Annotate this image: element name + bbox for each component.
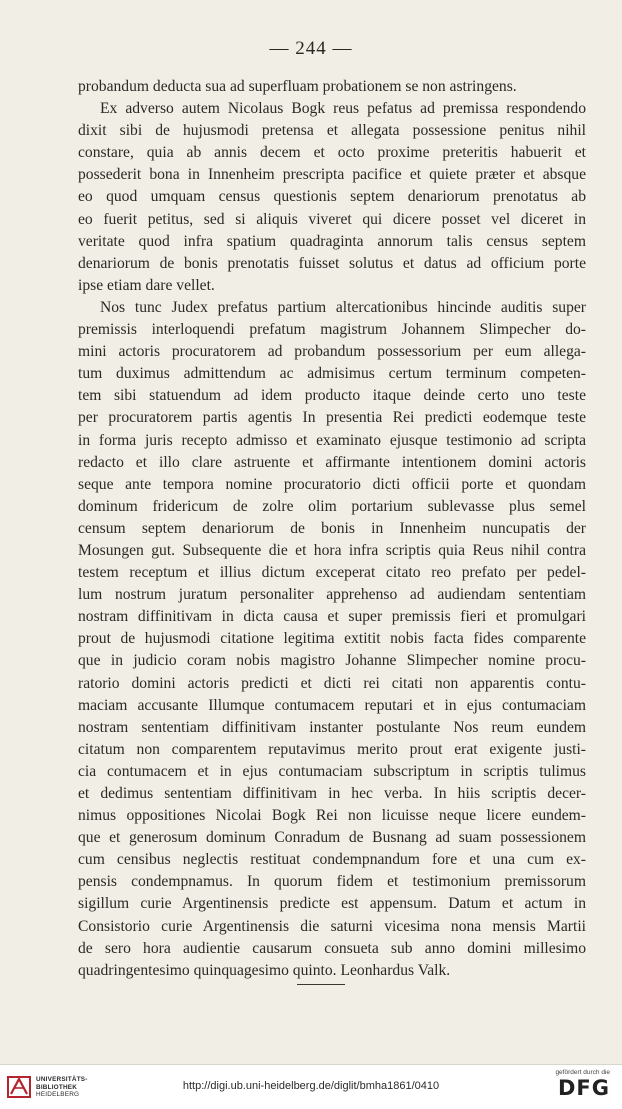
- text-line: nostram sententiam diffinitivam instanter postulante Nos reum eundem: [78, 718, 586, 736]
- text-line: quadringentesimo quinquagesimo quinto. Leonhardus Valk.: [78, 961, 451, 979]
- text-line: Mosungen gut. Subsequente die et hora infra scriptis quia Reus nihil contra: [78, 541, 586, 559]
- text-line: cum censibus neglectis restituat condempnandum fore et una cum ex-: [78, 851, 586, 869]
- body-text: [78, 76, 586, 982]
- closing-rule: [297, 984, 345, 985]
- text-line: mini actoris procuratorem ad probandum possessorium per eum allega-: [78, 343, 586, 361]
- text-line: tem sibi statuendum ad idem producto itaque deinde certo uno teste: [78, 387, 586, 405]
- library-name-line2: BIBLIOTHEK: [36, 1083, 78, 1091]
- text-line: pensis condempnamus. In quorum fidem et testimonium premissorum: [78, 873, 586, 891]
- text-line: eo fuerit petitus, sed si aliquis viveret qui dicere posset vel diceret in: [78, 210, 586, 228]
- text-line: Consistorio curie Argentinensis die saturni vicesima nona mensis Martii: [78, 917, 586, 935]
- text-line: ipse etiam dare vellet.: [78, 276, 215, 294]
- text-line: per procuratorem partis agentis In presentia Rei predicti eodemque teste: [78, 409, 586, 427]
- text-line: maciam accusante Illumque contumacem reputari et in ejus contumaciam: [78, 696, 586, 714]
- text-line: redacto et illo clare astruente et affirmante intentionem domini actoris: [78, 453, 586, 471]
- text-line: nostram diffinitivam in dicta causa et super premissis fieri et promulgari: [78, 608, 586, 626]
- text-line: que et generosum dominum Conradum de Busnang ad suam possessionem: [78, 829, 586, 847]
- text-line: Nos tunc Judex prefatus partium altercationibus hincinde auditis super: [100, 298, 586, 316]
- text-line: tum duximus admittendum ac admisimus certum terminum competen-: [78, 365, 586, 383]
- text-line: dixit sibi de hujusmodi pretensa et allegata possessione penitus nihil: [78, 122, 586, 140]
- sponsor-label: gefördert durch die: [555, 1069, 610, 1076]
- paragraph: [78, 297, 586, 982]
- text-line: constare, quia ab annis decem et octo proxime preteritis habuerit et: [78, 144, 586, 162]
- text-line: eo quod umquam census questionis septem denariorum prenotatus ab: [78, 188, 586, 206]
- text-line: cia contumacem et in ejus contumaciam subscriptum in scriptis tulimus: [78, 762, 586, 780]
- text-line: que in judicio coram nobis magistro Johanne Slimpecher nomine procu-: [78, 652, 586, 670]
- page-number: — 244 —: [269, 38, 353, 59]
- text-line: nimus oppositiones Nicolai Bogk Rei non licuisse neque licere eundem-: [78, 807, 586, 825]
- text-line: in forma juris recepto admisso et examinato ejusque testimonio ad scripta: [78, 431, 586, 449]
- text-line: ratorio domini actoris predicti et dicti rei citati non apparentis contu-: [78, 674, 586, 692]
- text-line: lum nostrum juratum personaliter apprehenso ad audiendam sententiam: [78, 586, 586, 604]
- text-line: seque ante tempora nomine procuratorio dicti officii porte et quondam: [78, 475, 586, 493]
- text-line: premissis interloquendi prefatum magistrum Johannem Slimpecher do-: [78, 321, 586, 339]
- dfg-logo[interactable]: DFG: [557, 1076, 610, 1100]
- library-name-line3: HEIDELBERG: [36, 1091, 80, 1099]
- text-line: denariorum de bonis prenotatis fuisset solutus et datus ad officium porte: [78, 254, 586, 272]
- text-line: censum septem denariorum de bonis in Innenheim nuncupatis der: [78, 519, 586, 537]
- text-line: et dedimus sententiam diffinitivam in hec verba. In hiis scriptis decer-: [78, 785, 586, 802]
- text-line: probandum deducta sua ad superfluam probationem se non astringens.: [78, 78, 517, 95]
- library-name-line1: UNIVERSITÄTS-: [36, 1076, 88, 1083]
- permalink-url[interactable]: http://digi.ub.uni-heidelberg.de/diglit/bmha1861/0410: [182, 1080, 440, 1092]
- text-line: veritate quod infra spatium quadraginta annorum talis census septem: [78, 232, 586, 250]
- paragraph: [78, 98, 586, 297]
- text-line: sigillum curie Argentinensis predicte est appensum. Datum et actum in: [78, 895, 586, 913]
- text-line: citatum non comparentem reputavimus merito prout erat exigente justi-: [78, 740, 586, 758]
- text-line: testem receptum et illius dictum exceperat citato reo prefato per pedel-: [78, 564, 586, 582]
- text-line: dominum fridericum de zolre olim portarium sublevasse plus semel: [78, 497, 586, 515]
- text-line: Ex adverso autem Nicolaus Bogk reus pefatus ad premissa respondendo: [100, 100, 586, 118]
- viewer-footer: [0, 1064, 622, 1109]
- text-line: de sero hora audientie causarum consueta sub anno domini millesimo: [78, 939, 586, 957]
- sponsor-block: [540, 1069, 610, 1100]
- text-line: possederit bona in Innenheim prescripta pacifice et quiete præter et absque: [78, 166, 586, 184]
- text-line: prout de hujusmodi citatione legitima extitit nobis facta fides comparente: [78, 630, 586, 648]
- paragraph: [78, 76, 586, 98]
